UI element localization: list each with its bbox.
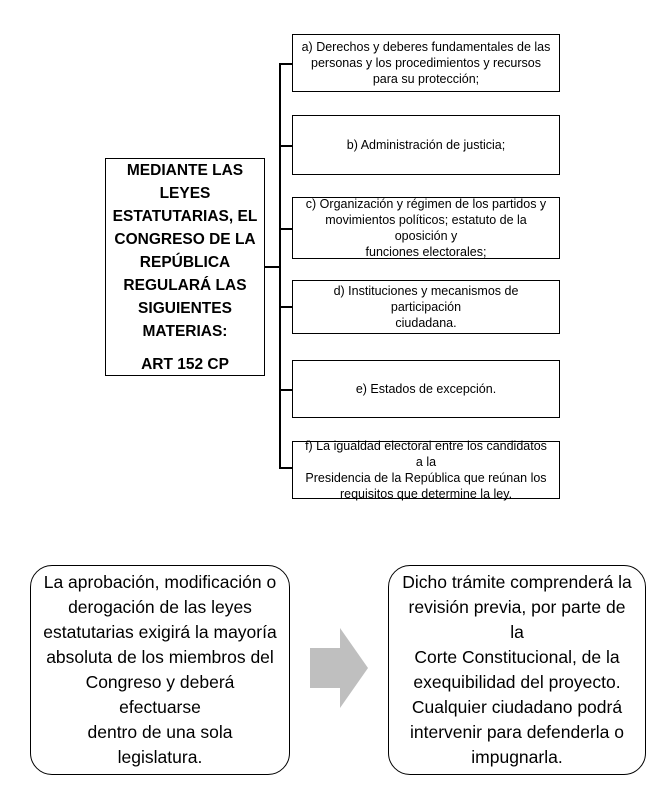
connector-branch-f <box>279 467 292 469</box>
connector-spine <box>279 63 281 467</box>
connector-branch-b <box>279 145 292 147</box>
approval-requirement-box <box>30 565 290 775</box>
approval-text-line: dentro de una sola legislatura. <box>87 722 233 767</box>
approval-text-line: estatutarias exigirá la mayoría <box>43 622 277 642</box>
article-reference: ART 152 CP <box>141 355 229 373</box>
main-topic-line: MATERIAS: <box>142 322 228 340</box>
matter-text-line: requisitos que determine la ley. <box>339 487 513 501</box>
main-topic-line: SIGUIENTES <box>138 299 232 317</box>
matter-item-a <box>292 34 560 92</box>
matter-item-c <box>292 197 560 259</box>
matter-text-line: personas y los procedimientos y recursos <box>311 56 541 70</box>
matter-item-b <box>292 115 560 175</box>
matter-text-line: ciudadana. <box>395 316 457 330</box>
main-topic-line: REPÚBLICA <box>139 253 231 271</box>
matter-text-line: para su protección; <box>372 72 480 86</box>
right-arrow-icon <box>310 628 368 708</box>
matter-text-line: f) La igualdad electoral entre los candidatos a la <box>305 439 547 469</box>
connector-branch-e <box>279 389 292 391</box>
matter-text-line: a) Derechos y deberes fundamentales de las <box>301 40 551 54</box>
connector-branch-d <box>279 306 292 308</box>
connector-branch-c <box>279 228 292 230</box>
connector-branch-a <box>279 63 292 65</box>
review-text-line: intervenir para defenderla o <box>409 722 625 742</box>
review-text-line: Dicho trámite comprenderá la <box>402 572 632 592</box>
approval-text-line: derogación de las leyes <box>68 597 252 617</box>
matter-item-e <box>292 360 560 418</box>
matter-item-d <box>292 280 560 334</box>
right-arrow-shape <box>310 628 368 708</box>
matter-text-line: Presidencia de la República que reúnan los <box>305 471 547 485</box>
matter-text-line: movimientos políticos; estatuto de la oposición y <box>325 213 527 243</box>
review-text-line: revisión previa, por parte de la <box>408 597 626 642</box>
main-topic-line: ESTATUTARIAS, EL <box>112 207 258 225</box>
matter-text-line: b) Administración de justicia; <box>346 138 506 152</box>
review-text-line: Cualquier ciudadano podrá <box>411 697 623 717</box>
matter-text-line: d) Instituciones y mecanismos de participación <box>333 284 519 314</box>
main-topic-box <box>105 158 265 376</box>
approval-text-line: absoluta de los miembros del <box>46 647 274 667</box>
constitutional-review-box <box>388 565 646 775</box>
main-topic-line: CONGRESO DE LA <box>114 230 256 248</box>
matter-text-line: e) Estados de excepción. <box>355 382 497 396</box>
matter-item-f <box>292 441 560 499</box>
review-text-line: exequibilidad del proyecto. <box>413 672 621 692</box>
main-topic-line: MEDIANTE LAS LEYES <box>126 161 244 202</box>
matter-text-line: funciones electorales; <box>365 245 487 259</box>
matter-text-line: c) Organización y régimen de los partidos y <box>305 197 547 211</box>
approval-text-line: Congreso y deberá efectuarse <box>85 672 235 717</box>
review-text-line: impugnarla. <box>471 747 563 767</box>
approval-text-line: La aprobación, modificación o <box>43 572 277 592</box>
main-topic-line: REGULARÁ LAS <box>123 276 247 294</box>
review-text-line: Corte Constitucional, de la <box>414 647 620 667</box>
connector-main-to-spine <box>265 266 280 268</box>
